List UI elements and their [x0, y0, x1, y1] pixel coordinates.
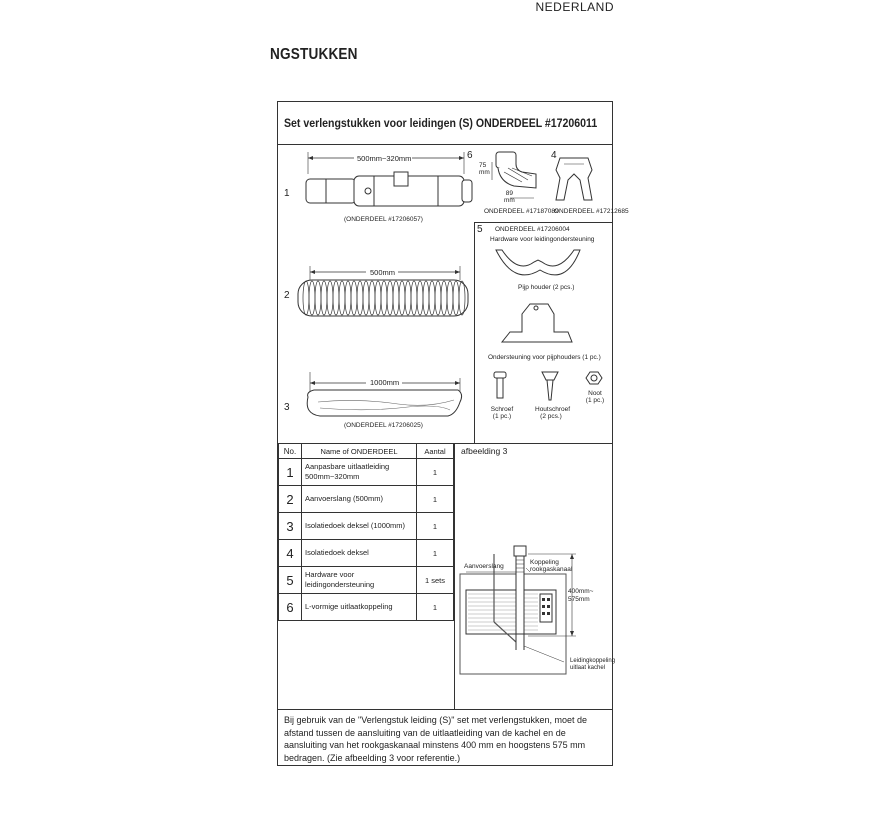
part1-part-number: (ONDERDEEL #17206057) [344, 216, 423, 223]
part5-title: Hardware voor leidingondersteuning [490, 236, 595, 243]
header-no: No. [279, 444, 302, 459]
holder-support-label: Ondersteuning voor pijphouders (1 pc.) [488, 354, 601, 361]
figure3-coupling-bottom-2: uitlaat kachel [570, 665, 606, 671]
figure3-drawing [278, 102, 279, 103]
figure3-coupling-bottom [570, 658, 615, 672]
nut-label [584, 390, 606, 404]
figure3-range [568, 588, 593, 604]
part6-dim-width [504, 190, 515, 204]
row-name: Aanpasbare uitlaatleiding 500mm~320mm [302, 459, 417, 486]
row-no: 5 [279, 567, 302, 594]
row-no: 1 [279, 459, 302, 486]
part2-number: 2 [284, 290, 290, 301]
part4-number: 4 [551, 150, 557, 161]
table-row [279, 594, 454, 621]
figure3-range-2: 575mm [568, 596, 590, 603]
row-no: 4 [279, 540, 302, 567]
part5-number: 5 [477, 224, 483, 235]
row-no: 2 [279, 486, 302, 513]
row-qty: 1 [417, 459, 454, 486]
divider-figure [454, 443, 455, 709]
row-name: Aanvoerslang (500mm) [302, 486, 417, 513]
table-row [279, 459, 454, 486]
part6-number: 6 [467, 150, 473, 161]
table-row [279, 540, 454, 567]
parts-box [277, 101, 629, 766]
pipe-holder-label: Pijp houder (2 pcs.) [518, 284, 575, 291]
part3-number: 3 [284, 402, 290, 413]
section-title: NGSTUKKEN [270, 46, 358, 63]
screw-label-qty: (1 pc.) [492, 413, 512, 420]
row-name: Isolatiedoek deksel (1000mm) [302, 513, 417, 540]
figure3-range-1: 400mm~ [568, 588, 594, 595]
screw-label-text: Schroef [490, 406, 514, 413]
wood-screw-label [535, 406, 571, 420]
part6-dim-width-unit: mm [504, 197, 515, 204]
screw-label [490, 406, 514, 420]
row-qty: 1 [417, 486, 454, 513]
part1-dimension: 500mm~320mm [357, 154, 412, 163]
table-row [279, 486, 454, 513]
parts-table [278, 443, 454, 621]
figure3-coupling-top-2: rookgaskanaal [530, 566, 573, 573]
row-name: Isolatiedoek deksel [302, 540, 417, 567]
part2-dimension: 500mm [370, 268, 396, 277]
part6-part-number: ONDERDEEL #17187089 [484, 208, 559, 215]
part4-part-number: ONDERDEEL #17212685 [554, 208, 629, 215]
part1-number: 1 [284, 188, 290, 199]
figure3-supply-hose: Aanvoerslang [464, 563, 504, 570]
part3-part-number: (ONDERDEEL #17206025) [344, 422, 423, 429]
row-no: 3 [279, 513, 302, 540]
row-no: 6 [279, 594, 302, 621]
wood-screw-label-text: Houtschroef [535, 406, 571, 413]
wood-screw-label-qty: (2 pcs.) [540, 413, 562, 420]
row-qty: 1 sets [417, 567, 454, 594]
table-header-row [279, 444, 454, 459]
table-row [279, 513, 454, 540]
divider-title [278, 144, 612, 145]
part6-dim-height [479, 162, 490, 176]
part6-dim-height-value: 75 [479, 162, 487, 169]
row-name: L-vormige uitlaatkoppeling [302, 594, 417, 621]
figure3-coupling-bottom-1: Leidingkoppeling [570, 658, 616, 664]
figure3-label: afbeelding 3 [461, 446, 508, 456]
country-label: NEDERLAND [535, 0, 614, 14]
part3-dimension: 1000mm [370, 378, 400, 387]
header-qty: Aantal [417, 444, 454, 459]
part6-dim-width-value: 89 [505, 190, 514, 197]
nut-label-qty: (1 pc.) [585, 397, 605, 404]
header-name: Name of ONDERDEEL [302, 444, 417, 459]
row-qty: 1 [417, 540, 454, 567]
box-title: Set verlengstukken voor leidingen (S) ONDERDEEL #17206011 [284, 116, 598, 130]
figure3-coupling-top [530, 559, 572, 573]
row-qty: 1 [417, 594, 454, 621]
nut-label-text: Noot [588, 390, 602, 397]
row-qty: 1 [417, 513, 454, 540]
table-row [279, 567, 454, 594]
divider-note [278, 709, 612, 710]
figure3-coupling-top-1: Koppeling [530, 559, 559, 566]
part6-dim-height-unit: mm [479, 169, 490, 176]
usage-note: Bij gebruik van de "Verlengstuk leiding (S)" set met verlengstukken, moet de afstand tussen de aansluiting van de uitlaatleiding van de kachel en de aansluiting van het rookgaskanaal minstens 400 mm en hoogstens 575 mm bedragen. (Zie afbeelding 3 voor referentie.) [284, 715, 588, 763]
part5-part-number: ONDERDEEL #17206004 [495, 226, 570, 233]
row-name: Hardware voor leidingondersteuning [302, 567, 417, 594]
